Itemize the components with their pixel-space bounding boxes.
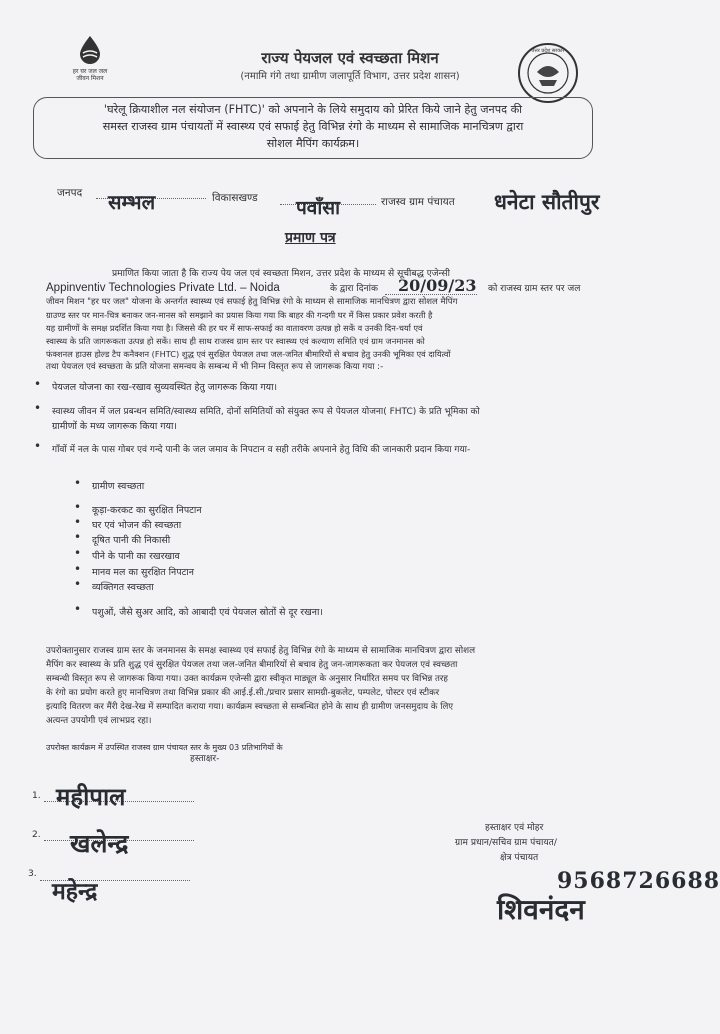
- block-value: पवाँसा: [296, 197, 341, 219]
- intro-line3: जीवन मिशन "हर घर जल" योजना के अन्तर्गत स्वास्थ्य एवं सफाई हेतु विभिन्न रंगो के माध्यम से सामाजिक मानचित्रण द्वारा सोशल मैपिंग: [46, 297, 458, 307]
- district-value: सम्भल: [108, 190, 156, 214]
- intro-line2-mid: के द्वारा दिनांक: [330, 284, 378, 294]
- official-designation: ग्राम प्रधान/सचिव ग्राम पंचायत/: [455, 838, 557, 848]
- intro-line5: यह ग्रामीणों के समक्ष प्रदर्शित किया गया है। जिससे की हर घर में साफ-सफाई का वातावरण उत्पन्न हो सकें व उनकी दिन-चर्या एवं: [46, 323, 423, 333]
- header-subtitle: (नमामि गंगे तथा ग्रामीण जलापूर्ति विभाग, उत्तर प्रदेश शासन): [240, 71, 460, 82]
- intro-line2-end: को राजस्व ग्राम स्तर पर जल: [488, 284, 581, 294]
- para2-line3: सम्बन्धी विस्तृत रूप से जागरूक किया गया। उक्त कार्यक्रम एजेन्सी द्वारा स्वीकृत माड्यूल के अनुसार निर्धारित समय पर विभिन्न तरह: [46, 674, 448, 684]
- subpoint-2: • कूड़ा-करकट का सुरक्षित निपटान: [92, 503, 202, 516]
- up-govt-emblem-icon: [513, 42, 583, 104]
- point-2: • स्वास्थ्य जीवन में जल प्रबन्धन समिति/स्वास्थ्य समिति, दोनों समितियों को संयुक्त रूप से पेयजल योजना( FHTC) के प्रति भूमिका को: [52, 404, 480, 417]
- point-2-cont: ग्रामीणों के मध्य जागरूक किया गया।: [52, 421, 177, 432]
- block-label: विकासखण्ड: [212, 192, 258, 204]
- panchayat-label: राजस्व ग्राम पंचायत: [381, 196, 455, 208]
- program-title-box: [33, 97, 593, 159]
- participants-sign-label: हस्ताक्षर-: [190, 754, 220, 764]
- intro-line4: ग्राउण्ड स्तर पर मान-चित्र बनाकर जन-मानस को समझाने का प्रयास किया गया कि बाहर की गन्दगी घर में किस प्रकार प्रवेश करती है: [46, 310, 433, 320]
- district-label: जनपद: [57, 187, 83, 199]
- official-phone: 9568726688: [557, 868, 720, 894]
- participant-2-number: 2.: [32, 830, 41, 840]
- participant-2-signature: खलेन्द्र: [70, 829, 129, 858]
- certificate-title: प्रमाण पत्र: [285, 230, 336, 246]
- subpoint-1: • ग्रामीण स्वच्छता: [92, 479, 144, 492]
- intro-line1: प्रमाणित किया जाता है कि राज्य पेय जल एवं स्वच्छता मिशन, उत्तर प्रदेश के माध्यम से सूचीबद्ध एजेन्सी: [112, 269, 450, 279]
- emblem-text: उत्तर प्रदेश सरकार: [531, 48, 565, 54]
- program-title-line1: 'घरेलू क्रियाशील नल संयोजन (FHTC)' को अपनाने के लिये समुदाय को प्रेरित किये जाने हेतु जनपद की: [103, 103, 523, 116]
- official-sign-seal: हस्ताक्षर एवं मोहर: [485, 823, 544, 833]
- participant-3-signature: महेन्द्र: [52, 878, 98, 905]
- subpoint-6: • मानव मल का सुरक्षित निपटान: [92, 565, 194, 578]
- subpoint-3: • घर एवं भोजन की स्वच्छता: [92, 518, 181, 531]
- para2-line6: अत्यन्त उपयोगी एवं लाभप्रद रहा।: [46, 716, 152, 726]
- para2-line5: इत्यादि वितरण कर मैंरी देख-रेख में सम्पादित कराया गया। कार्यक्रम स्वच्छता से सम्बन्धित होने के साथ ही ग्रामीण जनसमुदाय के लिए: [46, 702, 454, 712]
- header-title: राज्य पेयजल एवं स्वच्छता मिशन: [261, 49, 439, 67]
- participant-1-signature: महीपाल: [56, 782, 126, 811]
- participant-1-number: 1.: [32, 791, 41, 801]
- para2-line2: मैपिंग कर स्वास्थ्य के प्रति शुद्ध एवं सुरक्षित पेयजल तथा जल-जनित बीमारियों से बचाव हेतु जन-जागरूकता कर पेयजल एवं स्वच्छता: [46, 660, 458, 670]
- official-signature: शिवनंदन: [497, 893, 585, 926]
- panchayat-value: धनेटा सौतीपुर: [494, 189, 600, 214]
- subpoint-4: • दूषित पानी की निकासी: [92, 533, 170, 546]
- subpoint-7: • व्यक्तिगत स्वच्छता: [92, 580, 154, 593]
- program-date: 20/09/23: [398, 276, 477, 295]
- para2-line1: उपरोक्तानुसार राजस्व ग्राम स्तर के जनमानस के समक्ष स्वास्थ्य एवं सफाई हेतु विभिन्न रंगो के माध्यम से सामाजिक मानचित्रण द्वारा सोशल: [46, 646, 476, 656]
- participant-3-number: 3.: [28, 869, 37, 879]
- last-point: • पशुओं, जैसे सुअर आदि, को आबादी एवं पेयजल स्रोतों से दूर रखना।: [92, 605, 323, 618]
- intro-line6: स्वास्थ्य के प्रति जागरूकता उत्पन्न हो सकें। साथ ही साथ राजस्व ग्राम स्तर पर स्वास्थ्य एवं कल्याण समिति एवं ग्राम जनमानस को: [46, 336, 425, 346]
- agency-name: Appinventiv Technologies Private Ltd. – Noida: [46, 282, 280, 294]
- point-3: • गाँवों में नल के पास गोबर एवं गन्दे पानी के जल जमाव के निपटान व सही तरीके अपनाने हेतु विधि की जानकारी प्रदान किया गया-: [52, 442, 470, 455]
- logo-left-text: हर घर जल जल जीवन मिशन: [72, 68, 108, 82]
- official-panchayat: क्षेत्र पंचायत: [500, 853, 539, 863]
- intro-line8: तथा पेयजल एवं स्वच्छता के प्रति योजना समन्वय के सम्बन्ध में भी निम्न विस्तृत रूप से जागरूक किया गया :-: [46, 362, 384, 372]
- intro-line7: फंक्शनल हाउस होल्ड टैप कनैक्शन (FHTC) शुद्ध एवं सुरक्षित पेयजल तथा जल-जनित बीमारियों से बचाव हेतु उनकी भूमिका एवं दायित्वों: [46, 349, 451, 359]
- jal-jeevan-logo: [70, 34, 110, 82]
- water-drop-icon: [75, 34, 105, 64]
- participants-intro: उपरोक्त कार्यक्रम में उपस्थित राजस्व ग्राम पंचायत स्तर के मुख्य 03 प्रतिभागियों के: [46, 743, 283, 752]
- subpoint-5: • पीने के पानी का रखरखाव: [92, 549, 180, 562]
- program-title-line2: समस्त राजस्व ग्राम पंचायतों में स्वास्थ्य एवं सफाई हेतु विभिन्न रंगो के माध्यम से सामाजिक मानचित्रण द्वारा: [102, 120, 524, 133]
- point-1: • पेयजल योजना का रख-रखाव सुव्यवस्थित हेतु जागरूक किया गया।: [52, 380, 277, 393]
- para2-line4: के रंगो का प्रयोग करते हुए मानचित्रण तथा विभिन्न प्रकार की आई.ई.सी./प्रचार प्रसार सामग्री-बुकलेट, पम्पलेट, पोस्टर एवं स्टीकर: [46, 688, 440, 698]
- program-title-line3: सोशल मैपिंग कार्यक्रम।: [266, 137, 360, 150]
